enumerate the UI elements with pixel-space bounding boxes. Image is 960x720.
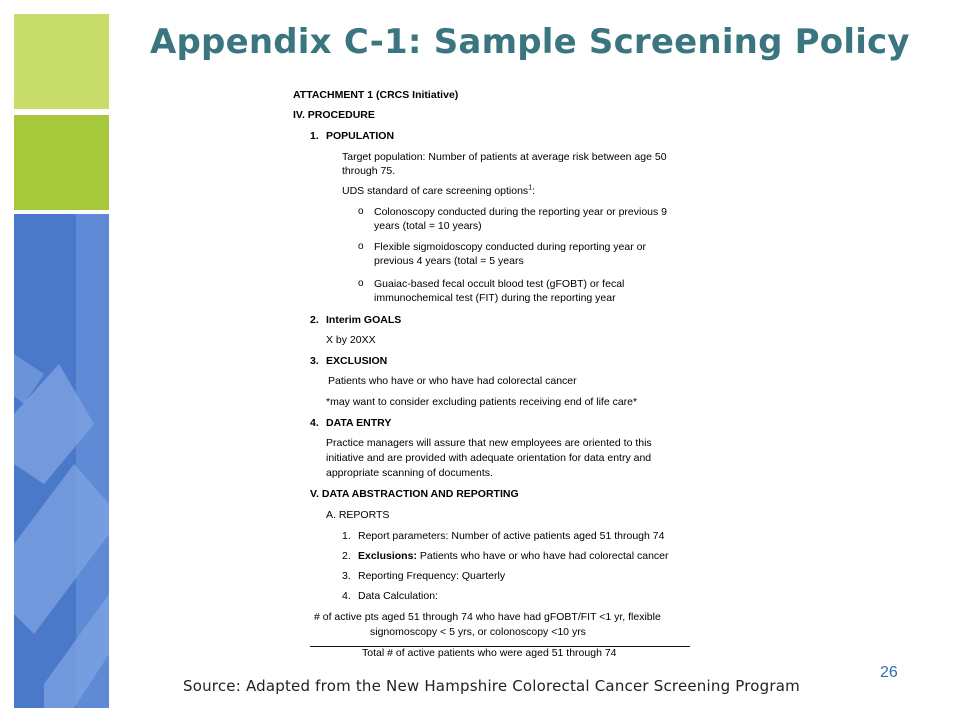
option-3-line-2: immunochemical test (FIT) during the reporting year bbox=[374, 292, 616, 304]
uds-footnote-mark: 1 bbox=[528, 184, 533, 192]
option-3-line-1: Guaiac-based fecal occult blood test (gFOBT) or fecal bbox=[374, 278, 625, 290]
reports-heading: A. REPORTS bbox=[326, 509, 390, 521]
uds-options-label bbox=[342, 185, 535, 197]
data-entry-heading: DATA ENTRY bbox=[326, 417, 392, 429]
slide-title: Appendix C-1: Sample Screening Policy bbox=[150, 22, 910, 62]
numerator-line-2: signomoscopy < 5 yrs, or colonoscopy <10 yrs bbox=[370, 626, 586, 638]
numerator-line-1: # of active pts aged 51 through 74 who have had gFOBT/FIT <1 yr, flexible bbox=[314, 611, 661, 623]
report-3-number: 3. bbox=[342, 570, 351, 582]
report-4-text: Data Calculation: bbox=[358, 590, 438, 602]
report-1-text: Report parameters: Number of active patients aged 51 through 74 bbox=[358, 530, 665, 542]
bullet-circle-icon: o bbox=[358, 206, 364, 217]
exclusion-text: Patients who have or who have had colorectal cancer bbox=[328, 375, 577, 387]
report-2-value: Patients who have or who have had colorectal cancer bbox=[416, 550, 669, 562]
decor-light-green-square bbox=[14, 14, 109, 109]
option-2-line-2: previous 4 years (total = 5 years bbox=[374, 255, 524, 267]
source-citation: Source: Adapted from the New Hampshire Colorectal Cancer Screening Program bbox=[183, 677, 800, 695]
decor-blue-panel bbox=[14, 214, 109, 708]
uds-options-text: UDS standard of care screening options bbox=[342, 185, 529, 197]
report-1-number: 1. bbox=[342, 530, 351, 542]
population-number: 1. bbox=[310, 130, 319, 142]
report-2-number: 2. bbox=[342, 550, 351, 562]
exclusion-note: *may want to consider excluding patients receiving end of life care* bbox=[326, 396, 638, 408]
data-entry-line-2: initiative and are provided with adequate orientation for data entry and bbox=[326, 452, 652, 464]
report-3-text: Reporting Frequency: Quarterly bbox=[358, 570, 506, 582]
attachment-heading: ATTACHMENT 1 (CRCS Initiative) bbox=[293, 89, 459, 101]
report-2-label: Exclusions: bbox=[358, 550, 417, 562]
report-2-text bbox=[358, 550, 669, 562]
option-2-line-1: Flexible sigmoidoscopy conducted during reporting year or bbox=[374, 241, 646, 253]
exclusion-number: 3. bbox=[310, 355, 319, 367]
population-heading: POPULATION bbox=[326, 130, 395, 142]
section-v-heading: V. DATA ABSTRACTION AND REPORTING bbox=[310, 488, 519, 500]
section-iv-heading: IV. PROCEDURE bbox=[293, 109, 375, 121]
data-entry-line-1: Practice managers will assure that new employees are oriented to this bbox=[326, 437, 652, 449]
target-population-line-1: Target population: Number of patients at average risk between age 50 bbox=[342, 151, 667, 163]
decor-green-square bbox=[14, 115, 109, 210]
page-number: 26 bbox=[880, 664, 898, 681]
bullet-circle-icon: o bbox=[358, 241, 364, 252]
report-4-number: 4. bbox=[342, 590, 351, 602]
decor-stripes-graphic bbox=[14, 214, 109, 708]
goals-heading: Interim GOALS bbox=[326, 314, 402, 326]
target-population-line-2: through 75. bbox=[342, 165, 396, 177]
option-1-line-2: years (total = 10 years) bbox=[374, 220, 482, 232]
goals-number: 2. bbox=[310, 314, 319, 326]
bullet-circle-icon: o bbox=[358, 278, 364, 289]
data-entry-number: 4. bbox=[310, 417, 319, 429]
exclusion-heading: EXCLUSION bbox=[326, 355, 388, 367]
uds-colon: : bbox=[532, 185, 536, 197]
denominator-text: Total # of active patients who were aged 51 through 74 bbox=[362, 647, 617, 659]
goals-text: X by 20XX bbox=[326, 334, 376, 346]
option-1-line-1: Colonoscopy conducted during the reporting year or previous 9 bbox=[374, 206, 668, 218]
data-entry-line-3: appropriate scanning of documents. bbox=[326, 467, 493, 479]
